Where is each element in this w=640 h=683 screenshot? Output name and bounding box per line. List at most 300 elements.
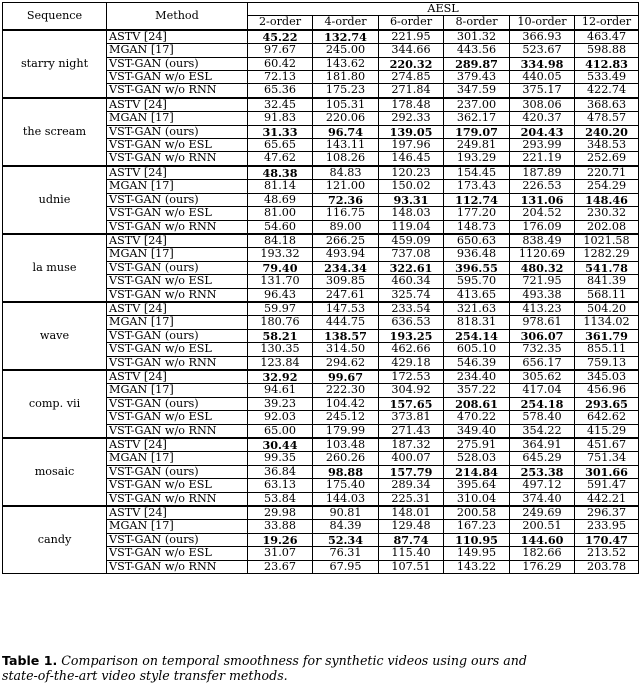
value-cell: 90.81: [313, 506, 379, 520]
value-cell: 94.61: [248, 384, 313, 397]
value-cell: 179.07: [444, 125, 510, 138]
table-row: [3, 506, 639, 520]
value-cell: 568.11: [575, 288, 639, 302]
method-cell: VST-GAN w/o RNN: [107, 356, 248, 370]
value-cell: 222.30: [313, 384, 379, 397]
value-cell: 175.23: [313, 84, 379, 98]
value-cell: 855.11: [575, 343, 639, 356]
value-cell: 305.62: [510, 370, 575, 384]
value-cell: 84.83: [313, 166, 379, 180]
value-cell: 108.26: [313, 152, 379, 166]
value-cell: 459.09: [379, 234, 444, 248]
value-cell: 91.83: [248, 112, 313, 125]
value-cell: 107.51: [379, 560, 444, 573]
value-cell: 33.88: [248, 520, 313, 533]
value-cell: 504.20: [575, 302, 639, 316]
value-cell: 180.76: [248, 316, 313, 329]
value-cell: 1282.29: [575, 248, 639, 261]
value-cell: 413.65: [444, 288, 510, 302]
value-cell: 493.94: [313, 248, 379, 261]
value-cell: 72.36: [313, 193, 379, 206]
value-cell: 52.34: [313, 533, 379, 546]
method-cell: VST-GAN (ours): [107, 397, 248, 410]
caption-text-line2: state-of-the-art video style transfer methods.: [2, 668, 288, 683]
value-cell: 47.62: [248, 152, 313, 166]
value-cell: 294.62: [313, 356, 379, 370]
value-cell: 58.21: [248, 329, 313, 342]
value-cell: 321.63: [444, 302, 510, 316]
method-cell: VST-GAN (ours): [107, 193, 248, 206]
method-cell: MGAN [17]: [107, 316, 248, 329]
value-cell: 325.74: [379, 288, 444, 302]
method-cell: ASTV [24]: [107, 302, 248, 316]
value-cell: 148.01: [379, 506, 444, 520]
header-row-1: [3, 3, 639, 16]
method-cell: ASTV [24]: [107, 506, 248, 520]
value-cell: 48.38: [248, 166, 313, 180]
value-cell: 334.98: [510, 57, 575, 70]
value-cell: 247.61: [313, 288, 379, 302]
value-cell: 379.43: [444, 71, 510, 84]
value-cell: 344.66: [379, 44, 444, 57]
value-cell: 65.36: [248, 84, 313, 98]
value-cell: 202.08: [575, 220, 639, 234]
method-cell: VST-GAN w/o RNN: [107, 424, 248, 438]
value-cell: 656.17: [510, 356, 575, 370]
value-cell: 497.12: [510, 479, 575, 492]
value-cell: 818.31: [444, 316, 510, 329]
value-cell: 179.99: [313, 424, 379, 438]
value-cell: 375.17: [510, 84, 575, 98]
value-cell: 143.62: [313, 57, 379, 70]
value-cell: 396.55: [444, 261, 510, 274]
value-cell: 157.65: [379, 397, 444, 410]
value-cell: 31.07: [248, 547, 313, 560]
value-cell: 220.32: [379, 57, 444, 70]
value-cell: 322.61: [379, 261, 444, 274]
value-cell: 193.29: [444, 152, 510, 166]
value-cell: 245.12: [313, 411, 379, 424]
value-cell: 493.38: [510, 288, 575, 302]
sequence-cell: udnie: [3, 166, 107, 234]
value-cell: 225.31: [379, 492, 444, 506]
value-cell: 249.69: [510, 506, 575, 520]
table-row: [3, 234, 639, 248]
value-cell: 193.32: [248, 248, 313, 261]
value-cell: 296.37: [575, 506, 639, 520]
method-cell: VST-GAN (ours): [107, 125, 248, 138]
value-cell: 139.05: [379, 125, 444, 138]
value-cell: 751.34: [575, 452, 639, 465]
value-cell: 429.18: [379, 356, 444, 370]
value-cell: 838.49: [510, 234, 575, 248]
value-cell: 48.69: [248, 193, 313, 206]
value-cell: 116.75: [313, 207, 379, 220]
value-cell: 208.61: [444, 397, 510, 410]
value-cell: 480.32: [510, 261, 575, 274]
method-cell: VST-GAN w/o RNN: [107, 492, 248, 506]
value-cell: 470.22: [444, 411, 510, 424]
value-cell: 92.03: [248, 411, 313, 424]
value-cell: 249.81: [444, 139, 510, 152]
caption-label: Table 1.: [2, 653, 58, 668]
value-cell: 308.06: [510, 98, 575, 112]
value-cell: 110.95: [444, 533, 510, 546]
method-cell: VST-GAN (ours): [107, 261, 248, 274]
value-cell: 642.62: [575, 411, 639, 424]
value-cell: 32.92: [248, 370, 313, 384]
value-cell: 39.23: [248, 397, 313, 410]
value-cell: 275.91: [444, 438, 510, 452]
value-cell: 115.40: [379, 547, 444, 560]
order-header: 2-order: [248, 16, 313, 30]
value-cell: 361.79: [575, 329, 639, 342]
method-cell: MGAN [17]: [107, 384, 248, 397]
value-cell: 144.60: [510, 533, 575, 546]
value-cell: 99.35: [248, 452, 313, 465]
value-cell: 978.61: [510, 316, 575, 329]
value-cell: 99.67: [313, 370, 379, 384]
value-cell: 443.56: [444, 44, 510, 57]
caption-text-line1: Comparison on temporal smoothness for synthetic videos using ours and: [61, 653, 527, 668]
value-cell: 200.51: [510, 520, 575, 533]
value-cell: 129.48: [379, 520, 444, 533]
value-cell: 578.40: [510, 411, 575, 424]
value-cell: 233.95: [575, 520, 639, 533]
value-cell: 395.64: [444, 479, 510, 492]
value-cell: 84.18: [248, 234, 313, 248]
value-cell: 289.34: [379, 479, 444, 492]
value-cell: 245.00: [313, 44, 379, 57]
sequence-cell: la muse: [3, 234, 107, 302]
value-cell: 30.44: [248, 438, 313, 452]
value-cell: 230.32: [575, 207, 639, 220]
value-cell: 254.14: [444, 329, 510, 342]
value-cell: 362.17: [444, 112, 510, 125]
sequence-header: Sequence: [3, 3, 107, 30]
value-cell: 523.67: [510, 44, 575, 57]
value-cell: 237.00: [444, 98, 510, 112]
value-cell: 415.29: [575, 424, 639, 438]
value-cell: 45.22: [248, 30, 313, 44]
value-cell: 148.03: [379, 207, 444, 220]
value-cell: 130.35: [248, 343, 313, 356]
value-cell: 221.95: [379, 30, 444, 44]
value-cell: 220.06: [313, 112, 379, 125]
value-cell: 293.99: [510, 139, 575, 152]
value-cell: 104.42: [313, 397, 379, 410]
value-cell: 176.29: [510, 560, 575, 573]
table-row: [3, 98, 639, 112]
value-cell: 63.13: [248, 479, 313, 492]
value-cell: 29.98: [248, 506, 313, 520]
value-cell: 181.80: [313, 71, 379, 84]
method-cell: VST-GAN w/o RNN: [107, 288, 248, 302]
value-cell: 354.22: [510, 424, 575, 438]
method-cell: VST-GAN w/o RNN: [107, 220, 248, 234]
value-cell: 254.18: [510, 397, 575, 410]
value-cell: 23.67: [248, 560, 313, 573]
value-cell: 19.26: [248, 533, 313, 546]
method-cell: MGAN [17]: [107, 520, 248, 533]
value-cell: 84.39: [313, 520, 379, 533]
sequence-cell: the scream: [3, 98, 107, 166]
value-cell: 650.63: [444, 234, 510, 248]
value-cell: 197.96: [379, 139, 444, 152]
value-cell: 175.40: [313, 479, 379, 492]
value-cell: 54.60: [248, 220, 313, 234]
value-cell: 374.40: [510, 492, 575, 506]
value-cell: 456.96: [575, 384, 639, 397]
value-cell: 138.57: [313, 329, 379, 342]
value-cell: 366.93: [510, 30, 575, 44]
value-cell: 289.87: [444, 57, 510, 70]
value-cell: 204.52: [510, 207, 575, 220]
method-cell: VST-GAN w/o ESL: [107, 343, 248, 356]
method-cell: MGAN [17]: [107, 452, 248, 465]
value-cell: 368.63: [575, 98, 639, 112]
value-cell: 759.13: [575, 356, 639, 370]
value-cell: 266.25: [313, 234, 379, 248]
value-cell: 176.09: [510, 220, 575, 234]
value-cell: 214.84: [444, 465, 510, 478]
value-cell: 451.67: [575, 438, 639, 452]
value-cell: 103.48: [313, 438, 379, 452]
method-cell: VST-GAN (ours): [107, 57, 248, 70]
value-cell: 314.50: [313, 343, 379, 356]
value-cell: 253.38: [510, 465, 575, 478]
value-cell: 132.74: [313, 30, 379, 44]
value-cell: 187.32: [379, 438, 444, 452]
aesl-group-header: AESL: [248, 3, 639, 16]
method-cell: VST-GAN w/o ESL: [107, 275, 248, 288]
value-cell: 76.31: [313, 547, 379, 560]
value-cell: 636.53: [379, 316, 444, 329]
table-body: [3, 30, 639, 574]
method-cell: ASTV [24]: [107, 30, 248, 44]
value-cell: 422.74: [575, 84, 639, 98]
value-cell: 440.05: [510, 71, 575, 84]
value-cell: 53.84: [248, 492, 313, 506]
value-cell: 1021.58: [575, 234, 639, 248]
value-cell: 1134.02: [575, 316, 639, 329]
value-cell: 349.40: [444, 424, 510, 438]
value-cell: 93.31: [379, 193, 444, 206]
value-cell: 121.00: [313, 180, 379, 193]
value-cell: 240.20: [575, 125, 639, 138]
value-cell: 59.97: [248, 302, 313, 316]
value-cell: 347.59: [444, 84, 510, 98]
value-cell: 172.53: [379, 370, 444, 384]
value-cell: 1120.69: [510, 248, 575, 261]
value-cell: 310.04: [444, 492, 510, 506]
value-cell: 147.53: [313, 302, 379, 316]
value-cell: 220.71: [575, 166, 639, 180]
method-cell: ASTV [24]: [107, 234, 248, 248]
value-cell: 65.00: [248, 424, 313, 438]
value-cell: 721.95: [510, 275, 575, 288]
value-cell: 252.69: [575, 152, 639, 166]
method-cell: VST-GAN w/o RNN: [107, 560, 248, 573]
order-header: 6-order: [379, 16, 444, 30]
value-cell: 373.81: [379, 411, 444, 424]
value-cell: 462.66: [379, 343, 444, 356]
method-cell: VST-GAN w/o RNN: [107, 152, 248, 166]
method-cell: ASTV [24]: [107, 438, 248, 452]
value-cell: 444.75: [313, 316, 379, 329]
value-cell: 36.84: [248, 465, 313, 478]
value-cell: 32.45: [248, 98, 313, 112]
value-cell: 645.29: [510, 452, 575, 465]
value-cell: 144.03: [313, 492, 379, 506]
table-caption: [2, 653, 638, 683]
value-cell: 105.31: [313, 98, 379, 112]
method-cell: VST-GAN (ours): [107, 533, 248, 546]
value-cell: 413.23: [510, 302, 575, 316]
method-cell: ASTV [24]: [107, 166, 248, 180]
value-cell: 96.43: [248, 288, 313, 302]
value-cell: 148.73: [444, 220, 510, 234]
value-cell: 119.04: [379, 220, 444, 234]
value-cell: 120.23: [379, 166, 444, 180]
value-cell: 271.84: [379, 84, 444, 98]
value-cell: 306.07: [510, 329, 575, 342]
value-cell: 143.22: [444, 560, 510, 573]
value-cell: 170.47: [575, 533, 639, 546]
value-cell: 309.85: [313, 275, 379, 288]
value-cell: 96.74: [313, 125, 379, 138]
order-header: 10-order: [510, 16, 575, 30]
value-cell: 146.45: [379, 152, 444, 166]
value-cell: 200.58: [444, 506, 510, 520]
value-cell: 364.91: [510, 438, 575, 452]
value-cell: 546.39: [444, 356, 510, 370]
value-cell: 348.53: [575, 139, 639, 152]
method-cell: MGAN [17]: [107, 112, 248, 125]
value-cell: 260.26: [313, 452, 379, 465]
value-cell: 841.39: [575, 275, 639, 288]
table-row: [3, 370, 639, 384]
method-cell: VST-GAN w/o ESL: [107, 547, 248, 560]
value-cell: 234.34: [313, 261, 379, 274]
value-cell: 79.40: [248, 261, 313, 274]
value-cell: 598.88: [575, 44, 639, 57]
sequence-cell: mosaic: [3, 438, 107, 506]
method-cell: MGAN [17]: [107, 180, 248, 193]
value-cell: 533.49: [575, 71, 639, 84]
value-cell: 226.53: [510, 180, 575, 193]
value-cell: 112.74: [444, 193, 510, 206]
value-cell: 178.48: [379, 98, 444, 112]
value-cell: 149.95: [444, 547, 510, 560]
value-cell: 87.74: [379, 533, 444, 546]
value-cell: 131.06: [510, 193, 575, 206]
sequence-cell: candy: [3, 506, 107, 574]
value-cell: 591.47: [575, 479, 639, 492]
value-cell: 605.10: [444, 343, 510, 356]
value-cell: 301.32: [444, 30, 510, 44]
value-cell: 203.78: [575, 560, 639, 573]
table-row: [3, 166, 639, 180]
table-row: [3, 302, 639, 316]
value-cell: 528.03: [444, 452, 510, 465]
value-cell: 292.33: [379, 112, 444, 125]
value-cell: 81.00: [248, 207, 313, 220]
value-cell: 89.00: [313, 220, 379, 234]
value-cell: 417.04: [510, 384, 575, 397]
value-cell: 357.22: [444, 384, 510, 397]
order-header: 4-order: [313, 16, 379, 30]
value-cell: 271.43: [379, 424, 444, 438]
value-cell: 412.83: [575, 57, 639, 70]
value-cell: 595.70: [444, 275, 510, 288]
value-cell: 442.21: [575, 492, 639, 506]
method-cell: MGAN [17]: [107, 44, 248, 57]
method-cell: VST-GAN w/o ESL: [107, 411, 248, 424]
value-cell: 732.35: [510, 343, 575, 356]
sequence-cell: wave: [3, 302, 107, 370]
value-cell: 148.46: [575, 193, 639, 206]
value-cell: 541.78: [575, 261, 639, 274]
value-cell: 72.13: [248, 71, 313, 84]
value-cell: 167.23: [444, 520, 510, 533]
method-header: Method: [107, 3, 248, 30]
value-cell: 233.54: [379, 302, 444, 316]
value-cell: 304.92: [379, 384, 444, 397]
value-cell: 234.40: [444, 370, 510, 384]
value-cell: 150.02: [379, 180, 444, 193]
value-cell: 400.07: [379, 452, 444, 465]
value-cell: 187.89: [510, 166, 575, 180]
value-cell: 60.42: [248, 57, 313, 70]
value-cell: 65.65: [248, 139, 313, 152]
sequence-cell: comp. vii: [3, 370, 107, 438]
value-cell: 123.84: [248, 356, 313, 370]
method-cell: VST-GAN (ours): [107, 329, 248, 342]
value-cell: 293.65: [575, 397, 639, 410]
method-cell: VST-GAN w/o RNN: [107, 84, 248, 98]
value-cell: 254.29: [575, 180, 639, 193]
value-cell: 177.20: [444, 207, 510, 220]
value-cell: 460.34: [379, 275, 444, 288]
value-cell: 463.47: [575, 30, 639, 44]
value-cell: 81.14: [248, 180, 313, 193]
value-cell: 154.45: [444, 166, 510, 180]
value-cell: 936.48: [444, 248, 510, 261]
table-row: [3, 30, 639, 44]
value-cell: 182.66: [510, 547, 575, 560]
method-cell: VST-GAN w/o ESL: [107, 479, 248, 492]
results-table: [2, 2, 639, 574]
value-cell: 31.33: [248, 125, 313, 138]
method-cell: ASTV [24]: [107, 370, 248, 384]
value-cell: 221.19: [510, 152, 575, 166]
value-cell: 420.37: [510, 112, 575, 125]
value-cell: 301.66: [575, 465, 639, 478]
sequence-cell: starry night: [3, 30, 107, 98]
value-cell: 143.11: [313, 139, 379, 152]
value-cell: 478.57: [575, 112, 639, 125]
method-cell: MGAN [17]: [107, 248, 248, 261]
value-cell: 98.88: [313, 465, 379, 478]
table-row: [3, 438, 639, 452]
value-cell: 173.43: [444, 180, 510, 193]
value-cell: 213.52: [575, 547, 639, 560]
method-cell: VST-GAN w/o ESL: [107, 207, 248, 220]
value-cell: 737.08: [379, 248, 444, 261]
method-cell: ASTV [24]: [107, 98, 248, 112]
value-cell: 274.85: [379, 71, 444, 84]
